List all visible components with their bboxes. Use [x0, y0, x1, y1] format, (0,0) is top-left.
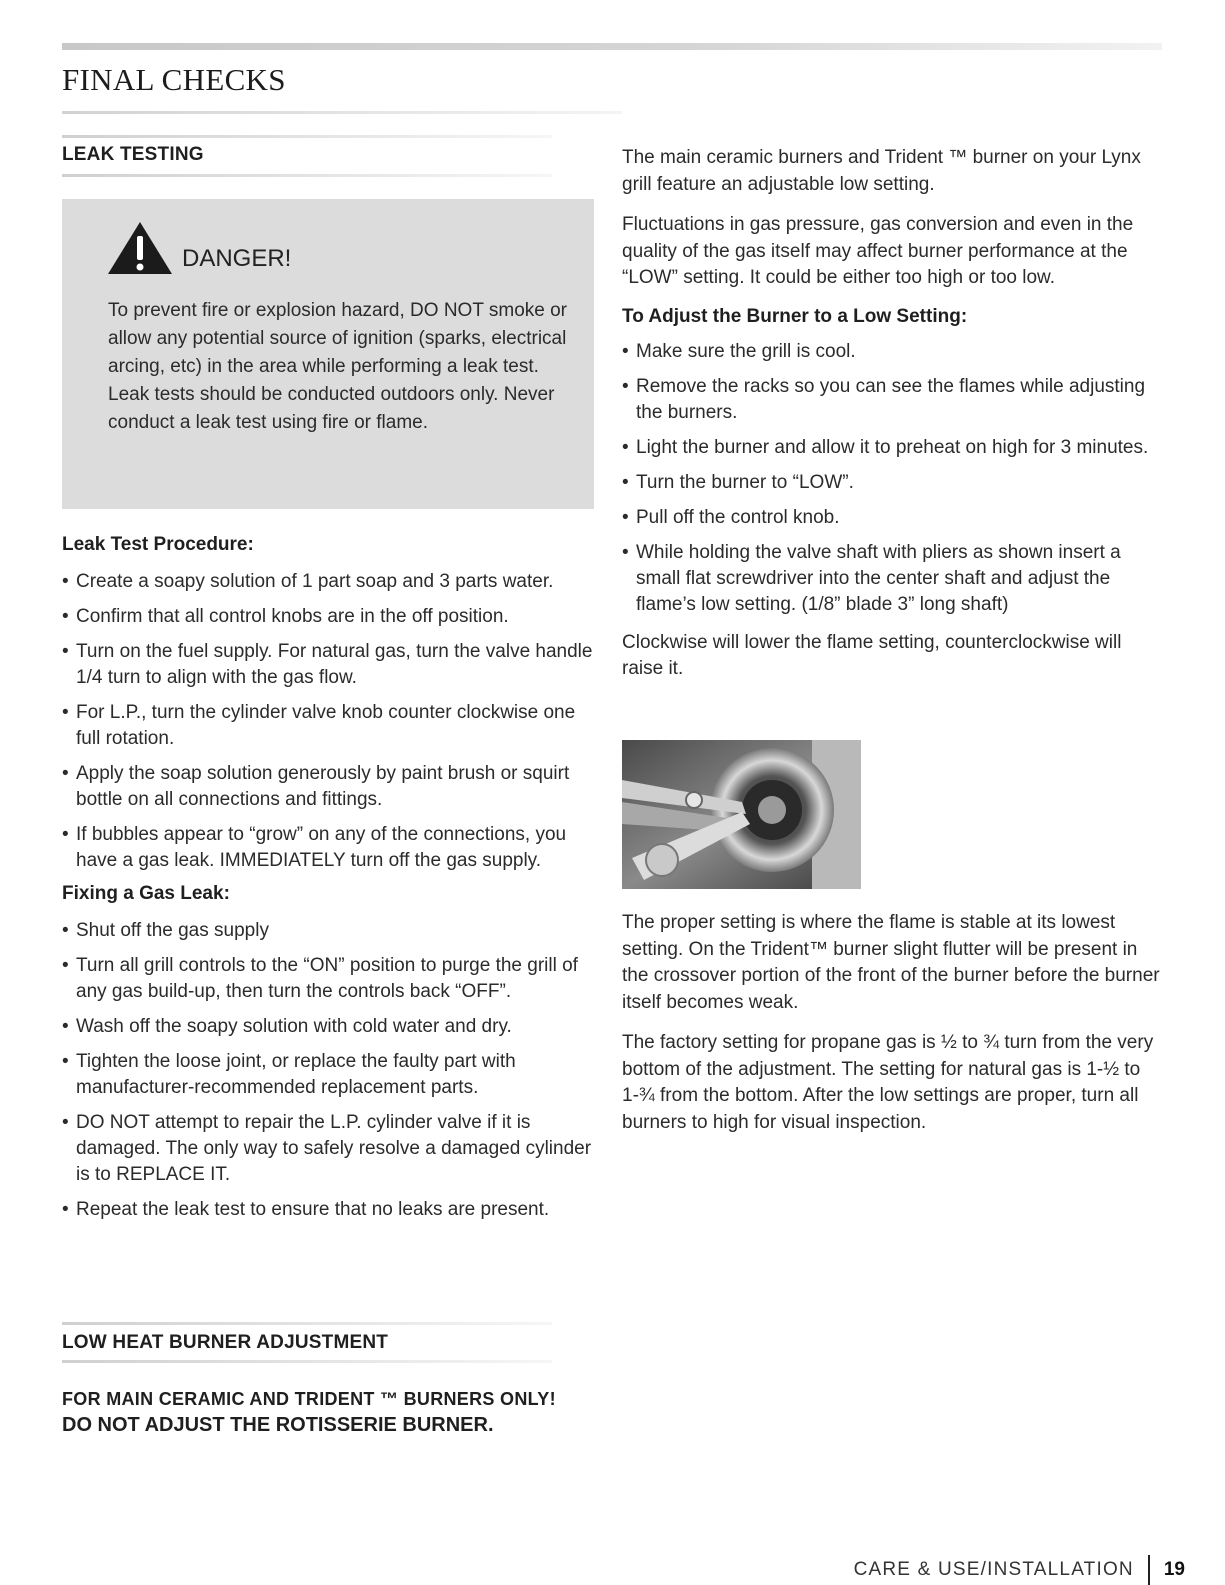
list-item: • Turn on the fuel supply. For natural gas, turn the valve handle 1/4 turn to align with the gas flow. [62, 639, 597, 691]
warning-triangle-icon [107, 221, 173, 275]
page-title: FINAL CHECKS [62, 62, 286, 97]
list-item: • Confirm that all control knobs are in the off position. [62, 604, 597, 630]
fixing-list [62, 918, 597, 1223]
list-item: • Wash off the soapy solution with cold water and dry. [62, 1014, 597, 1040]
fluctuations-paragraph: Fluctuations in gas pressure, gas conversion and even in the quality of the gas itself may affect burner performance at the “LOW” setting. It could be either too high or too low. [622, 214, 1134, 288]
list-item: • Repeat the leak test to ensure that no leaks are present. [62, 1197, 597, 1223]
page-number: 19 [1163, 1559, 1185, 1580]
list-item: • Pull off the control knob. [622, 505, 1162, 531]
leak-procedure-section [62, 534, 597, 1232]
low-heat-heading: LOW HEAT BURNER ADJUSTMENT [62, 1332, 389, 1353]
right-column-bottom [622, 910, 1162, 1150]
danger-label: DANGER! [182, 245, 292, 272]
danger-text: To prevent fire or explosion hazard, DO NOT smoke or allow any potential source of ignition (sparks, electrical arcing, etc) in the area while performing a leak test. Leak tests should be conducted outdoors only. Never conduct a leak test using fire or flame. [108, 300, 568, 433]
list-item: • Make sure the grill is cool. [622, 339, 1162, 365]
danger-header [107, 221, 291, 275]
section-divider [62, 1360, 552, 1363]
burner-warning-line-1: FOR MAIN CERAMIC AND TRIDENT ™ BURNERS ONLY! [62, 1389, 556, 1409]
right-column-top [622, 145, 1162, 697]
burner-warning-line-2: DO NOT ADJUST THE ROTISSERIE BURNER. [62, 1414, 494, 1436]
list-item: • DO NOT attempt to repair the L.P. cylinder valve if it is damaged. The only way to safely resolve a damaged cylinder is to REPLACE IT. [62, 1110, 597, 1188]
section-divider [62, 1322, 552, 1325]
procedure-list [62, 569, 597, 874]
list-item: • Light the burner and allow it to preheat on high for 3 minutes. [622, 435, 1162, 461]
list-item: • If bubbles appear to “grow” on any of the connections, you have a gas leak. IMMEDIATELY turn off the gas supply. [62, 822, 597, 874]
adjust-heading: To Adjust the Burner to a Low Setting: [622, 305, 968, 327]
fixing-heading: Fixing a Gas Leak: [62, 883, 230, 904]
list-item: • Tighten the loose joint, or replace the faulty part with manufacturer-recommended replacement parts. [62, 1049, 597, 1101]
adjust-list [622, 339, 1162, 618]
list-item: • Apply the soap solution generously by paint brush or squirt bottle on all connections and fittings. [62, 761, 597, 813]
low-heat-section [62, 1322, 597, 1437]
footer-separator [1148, 1555, 1150, 1585]
proper-setting-paragraph: The proper setting is where the flame is stable at its lowest setting. On the Trident™ burner slight flutter will be present in the crossover portion of the front of the burner before the burner itself becomes weak. [622, 912, 1160, 1013]
footer-section-label: CARE & USE/INSTALLATION [853, 1559, 1134, 1580]
intro-paragraph: The main ceramic burners and Trident ™ burner on your Lynx grill feature an adjustable low setting. [622, 147, 1141, 195]
burner-warning [62, 1389, 597, 1437]
list-item: • Remove the racks so you can see the flames while adjusting the burners. [622, 374, 1162, 426]
clockwise-paragraph: Clockwise will lower the flame setting, counterclockwise will raise it. [622, 631, 1122, 679]
procedure-heading: Leak Test Procedure: [62, 534, 254, 555]
danger-callout [62, 199, 594, 509]
burner-valve-photo [622, 740, 861, 889]
pliers-on-valve-illustration [622, 740, 861, 889]
section-divider [62, 135, 552, 138]
list-item: • Shut off the gas supply [62, 918, 597, 944]
factory-setting-paragraph: The factory setting for propane gas is ½ to ¾ turn from the very bottom of the adjustment. The setting for natural gas is 1-½ to 1-¾ from the bottom. After the low settings are proper, turn all burners to high for visual inspection. [622, 1032, 1154, 1133]
list-item: • Turn the burner to “LOW”. [622, 470, 1162, 496]
leak-testing-heading: LEAK TESTING [62, 144, 204, 165]
section-divider [62, 174, 552, 177]
list-item: • For L.P., turn the cylinder valve knob counter clockwise one full rotation. [62, 700, 597, 752]
list-item: • Turn all grill controls to the “ON” position to purge the grill of any gas build-up, then turn the controls back “OFF”. [62, 953, 597, 1005]
page-footer [854, 1555, 1185, 1585]
list-item: • While holding the valve shaft with pliers as shown insert a small flat screwdriver into the center shaft and adjust the flame’s low setting. (1/8” blade 3” long shaft) [622, 540, 1162, 618]
list-item: • Create a soapy solution of 1 part soap and 3 parts water. [62, 569, 597, 595]
title-divider [62, 111, 622, 114]
top-divider [62, 43, 1162, 50]
